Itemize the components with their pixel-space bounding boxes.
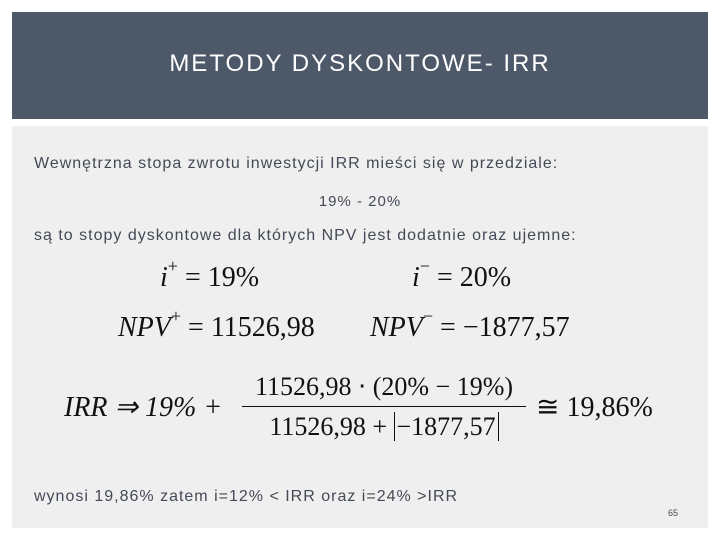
i-minus-sup: − xyxy=(419,256,430,276)
i-plus-sup: + xyxy=(167,256,178,276)
i-minus-formula xyxy=(412,256,511,294)
npv-plus-formula xyxy=(118,306,315,344)
irr-lhs xyxy=(64,390,222,424)
irr-denominator xyxy=(238,412,530,442)
irr-denominator-abs: −1877,57 xyxy=(394,412,499,441)
irr-result: ≅ 19,86% xyxy=(536,392,653,423)
slide-content xyxy=(12,126,708,528)
slide-header xyxy=(12,12,708,119)
explanation-text: są to stopy dyskontowe dla których NPV jest dodatnie oraz ujemne: xyxy=(34,227,577,244)
npv-plus-symbol: NPV xyxy=(118,312,171,343)
npv-minus-value: = −1877,57 xyxy=(440,312,570,343)
irr-lhs-text: IRR ⇒ 19% + xyxy=(64,392,223,423)
intro-text: Wewnętrzna stopa zwrotu inwestycji IRR mieści się w przedziale: xyxy=(34,155,559,172)
npv-minus-symbol: NPV xyxy=(370,312,423,343)
i-plus-formula xyxy=(160,256,259,294)
npv-plus-value: = 11526,98 xyxy=(188,312,315,343)
page-number: 65 xyxy=(667,508,678,518)
i-plus-value: = 19% xyxy=(184,262,260,293)
irr-denominator-left: 11526,98 + xyxy=(269,412,388,441)
fraction-bar xyxy=(242,406,526,407)
i-plus-symbol: i xyxy=(160,262,168,293)
i-minus-value: = 20% xyxy=(436,262,512,293)
slide-title: METODY DYSKONTOWE- IRR xyxy=(169,49,551,77)
npv-minus-sup: − xyxy=(422,306,434,326)
npv-minus-formula xyxy=(370,306,570,344)
irr-numerator: 11526,98 ⋅ (20% − 19%) xyxy=(254,372,514,401)
irr-fraction xyxy=(238,372,530,448)
npv-plus-sup: + xyxy=(170,306,182,326)
conclusion-text: wynosi 19,86% zatem i=12% < IRR oraz i=24% >IRR xyxy=(34,488,459,505)
range-text: 19% - 20% xyxy=(318,193,402,210)
i-minus-symbol: i xyxy=(412,262,420,293)
